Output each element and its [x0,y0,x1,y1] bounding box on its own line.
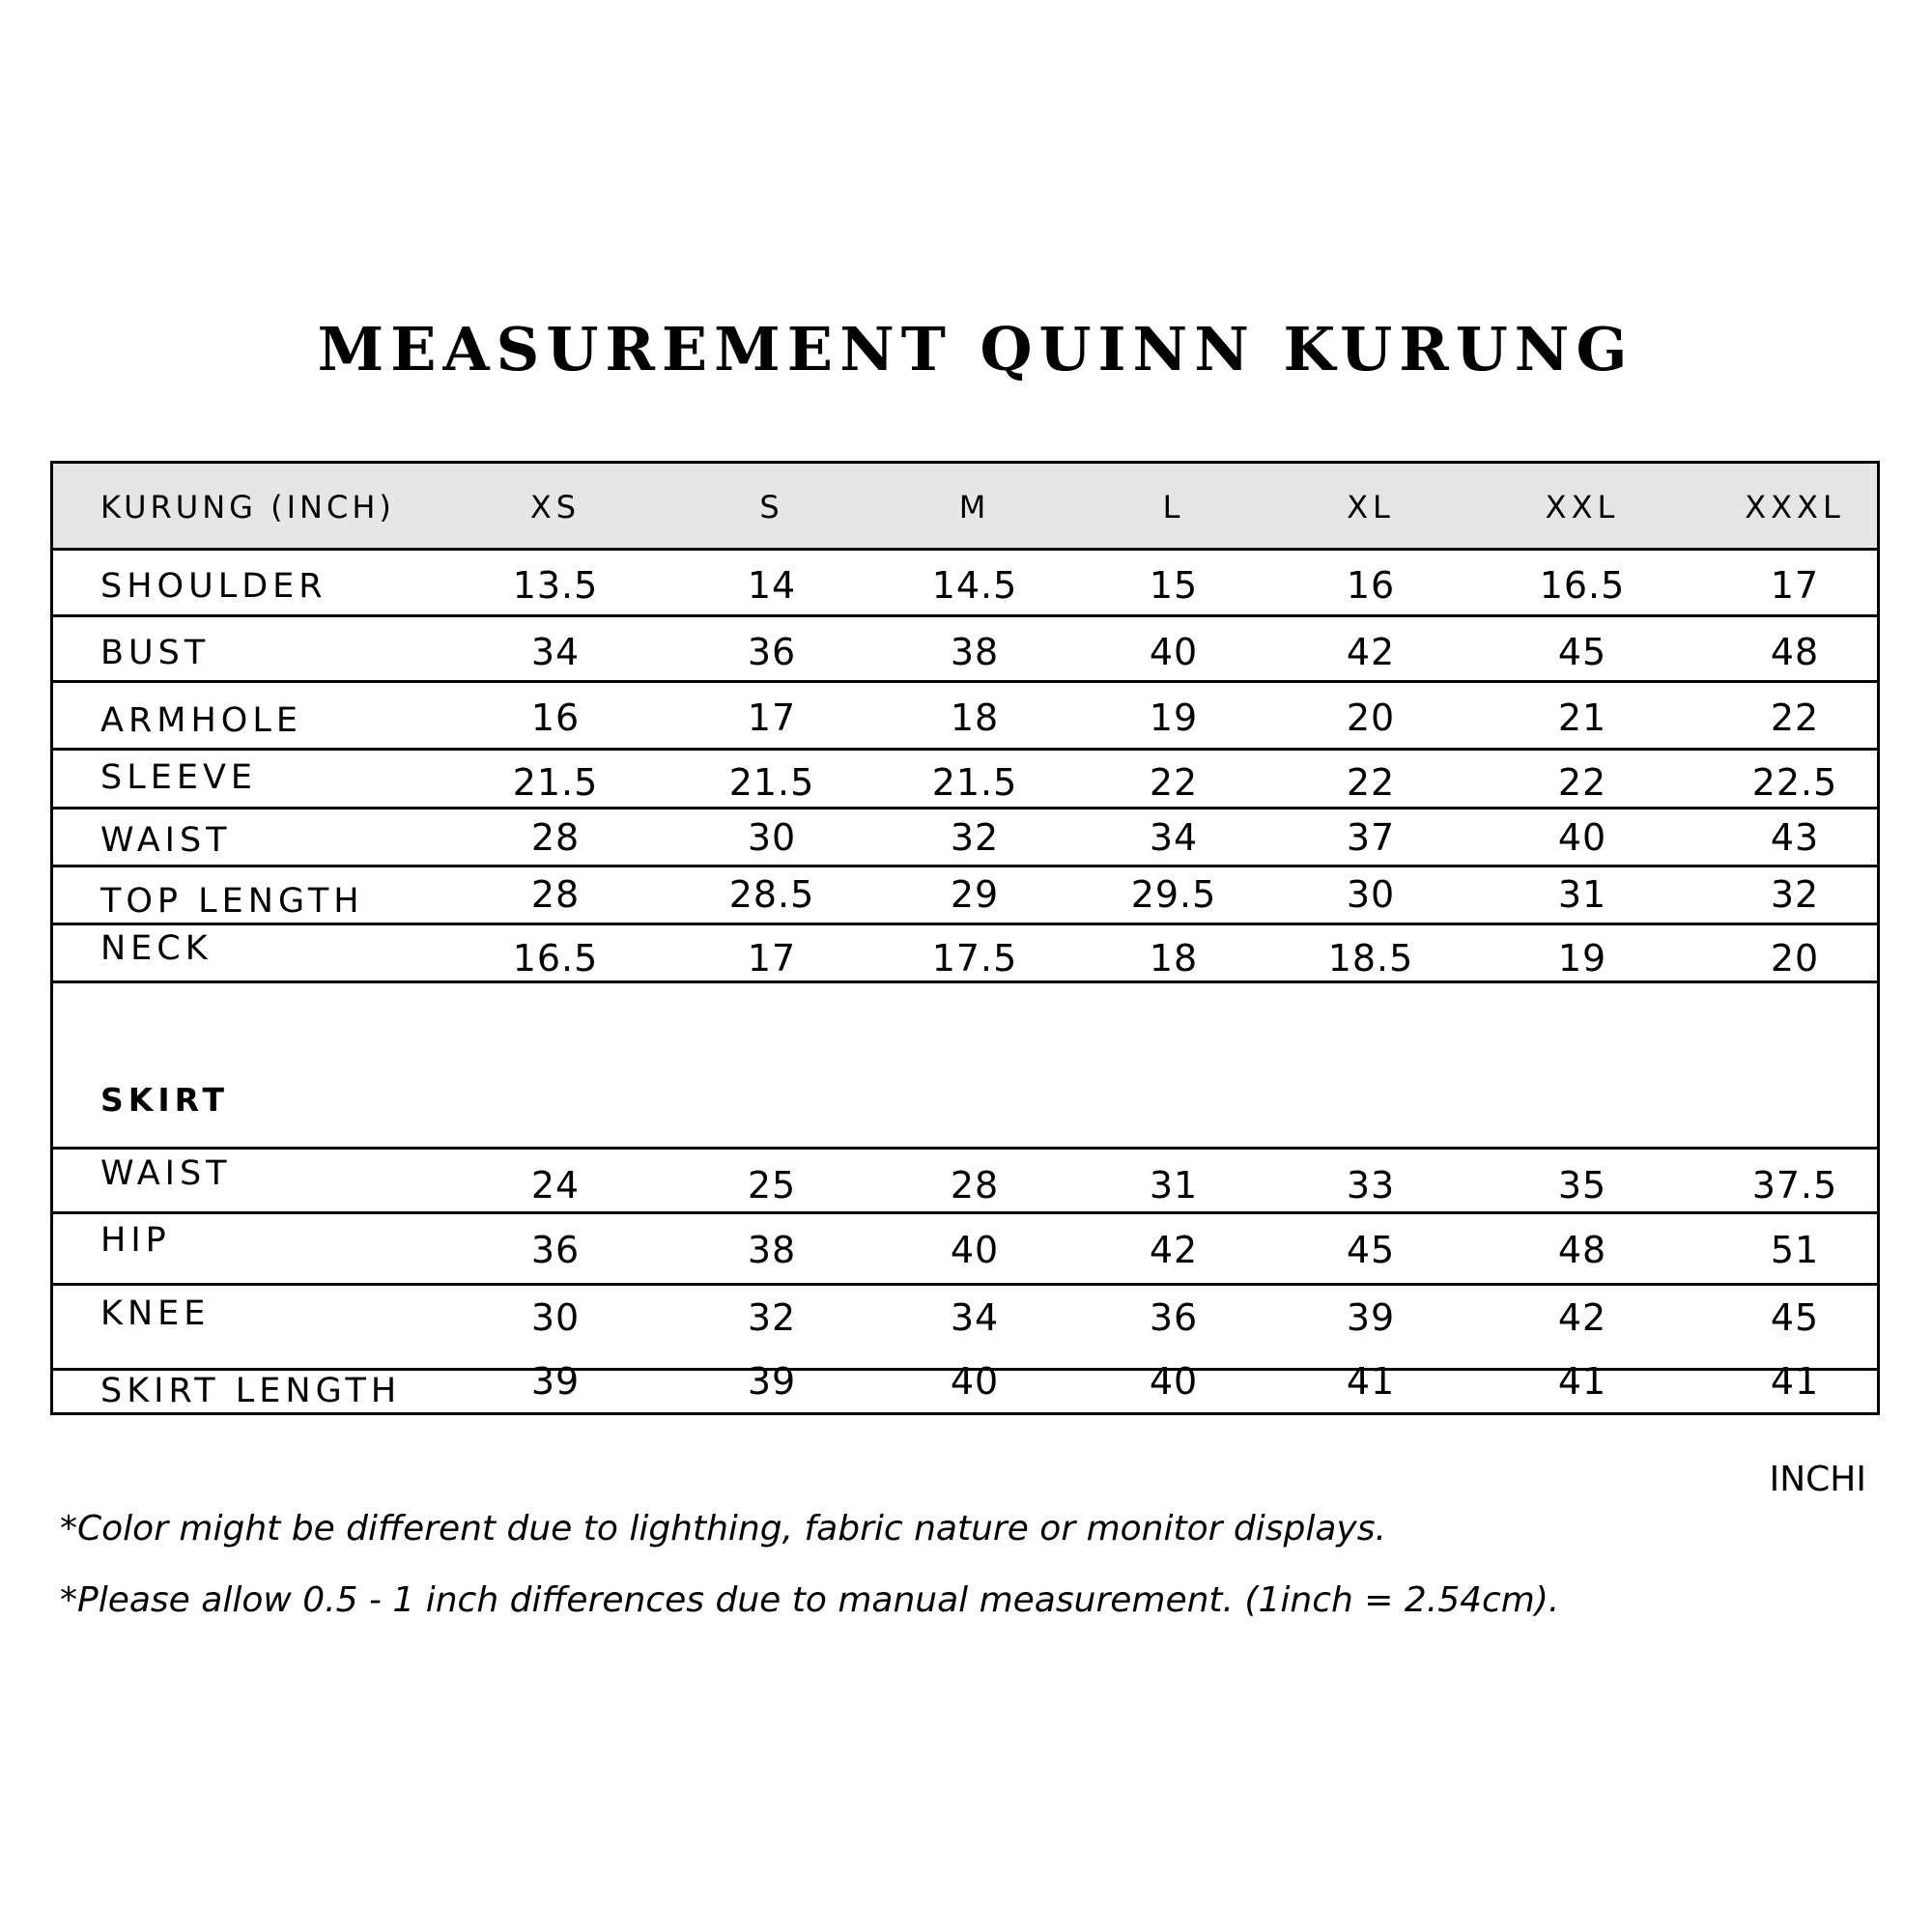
cell-xxxl: 22 [1770,696,1820,739]
measurement-disclaimer: *Please allow 0.5 - 1 inch differences due to manual measurement. (1inch = 2.54cm). [60,1580,1560,1620]
row-label: WAIST [100,1154,232,1193]
cell-l: 22 [1149,761,1199,804]
cell-xxxl: 51 [1770,1229,1820,1271]
cell-s: 17 [747,696,797,739]
cell-xxxl: 20 [1770,937,1820,980]
cell-xs: 30 [530,1296,581,1339]
section-heading: SKIRT [100,1081,230,1119]
table-row [53,1286,1877,1371]
row-label: ARMHOLE [100,701,302,740]
cell-s: 36 [747,631,797,673]
cell-xxl: 19 [1557,937,1607,980]
cell-xxxl: 32 [1770,873,1820,916]
cell-xl: 41 [1346,1360,1396,1403]
row-label: SHOULDER [100,567,327,606]
cell-l: 40 [1149,1360,1199,1403]
table-header-row [53,464,1877,551]
cell-xxl: 21 [1557,696,1607,739]
header-size-xxl: XXL [1545,489,1620,526]
cell-xxl: 31 [1557,873,1607,916]
cell-xxl: 41 [1557,1360,1607,1403]
cell-s: 28.5 [728,873,815,916]
cell-m: 17.5 [931,937,1018,980]
row-label: HIP [100,1221,171,1260]
cell-m: 29 [950,873,1000,916]
cell-xxxl: 43 [1770,816,1820,859]
cell-s: 30 [747,816,797,859]
cell-s: 38 [747,1229,797,1271]
row-label: TOP LENGTH [100,882,364,921]
cell-xxl: 48 [1557,1229,1607,1271]
header-size-xl: XL [1347,489,1395,526]
cell-xxl: 42 [1557,1296,1607,1339]
unit-label: INCHI [1769,1460,1866,1499]
cell-xxl: 40 [1557,816,1607,859]
cell-m: 40 [950,1360,1000,1403]
cell-m: 21.5 [931,761,1018,804]
cell-xs: 16.5 [512,937,599,980]
cell-s: 21.5 [728,761,815,804]
cell-xxl: 45 [1557,631,1607,673]
cell-xxl: 35 [1557,1164,1607,1207]
table-row [53,867,1877,925]
table-row [53,1360,1877,1415]
header-size-m: M [958,489,991,526]
cell-xl: 45 [1346,1229,1396,1271]
cell-xs: 24 [530,1164,581,1207]
cell-l: 29.5 [1130,873,1217,916]
cell-l: 34 [1149,816,1199,859]
cell-m: 14.5 [931,564,1018,607]
table-row [53,551,1877,617]
cell-xxl: 22 [1557,761,1607,804]
cell-m: 28 [950,1164,1000,1207]
cell-xs: 28 [530,816,581,859]
row-label: SKIRT LENGTH [100,1372,402,1410]
cell-xl: 18.5 [1327,937,1414,980]
cell-s: 17 [747,937,797,980]
cell-l: 19 [1149,696,1199,739]
header-size-xs: XS [529,489,582,526]
table-row [53,617,1877,683]
cell-xxxl: 45 [1770,1296,1820,1339]
table-row [53,683,1877,751]
cell-l: 36 [1149,1296,1199,1339]
cell-xxxl: 41 [1770,1360,1820,1403]
cell-xl: 22 [1346,761,1396,804]
row-label: WAIST [100,821,232,860]
cell-xl: 16 [1346,564,1396,607]
skirt-section-row [53,983,1877,1150]
cell-s: 14 [747,564,797,607]
cell-xl: 37 [1346,816,1396,859]
cell-xs: 28 [530,873,581,916]
cell-s: 25 [747,1164,797,1207]
cell-s: 32 [747,1296,797,1339]
page-title: MEASUREMENT QUINN KURUNG [317,314,1634,384]
cell-m: 32 [950,816,1000,859]
cell-xxxl: 17 [1770,564,1820,607]
table-row [53,1214,1877,1286]
cell-xs: 13.5 [512,564,599,607]
cell-m: 40 [950,1229,1000,1271]
table-row [53,925,1877,983]
row-label: SLEEVE [100,758,258,797]
cell-xl: 42 [1346,631,1396,673]
cell-xl: 33 [1346,1164,1396,1207]
cell-xl: 20 [1346,696,1396,739]
cell-xs: 36 [530,1229,581,1271]
table-row [53,810,1877,867]
cell-xl: 30 [1346,873,1396,916]
cell-l: 15 [1149,564,1199,607]
cell-m: 18 [950,696,1000,739]
cell-xs: 16 [530,696,581,739]
cell-xl: 39 [1346,1296,1396,1339]
row-label: BUST [100,634,211,672]
cell-xxxl: 22.5 [1751,761,1838,804]
cell-l: 42 [1149,1229,1199,1271]
row-label: KNEE [100,1294,211,1333]
cell-s: 39 [747,1360,797,1403]
table-row [53,751,1877,810]
size-chart-table [50,461,1880,1415]
cell-m: 38 [950,631,1000,673]
header-label: KURUNG (INCH) [100,489,395,526]
header-size-s: S [759,489,784,526]
cell-l: 40 [1149,631,1199,673]
header-size-xxxl: XXXL [1745,489,1845,526]
table-row [53,1150,1877,1214]
header-size-l: L [1162,489,1185,526]
cell-xs: 21.5 [512,761,599,804]
row-label: NECK [100,929,213,968]
cell-xxl: 16.5 [1539,564,1626,607]
cell-l: 18 [1149,937,1199,980]
cell-m: 34 [950,1296,1000,1339]
color-disclaimer: *Color might be different due to lighthing, fabric nature or monitor displays. [60,1509,1386,1548]
cell-l: 31 [1149,1164,1199,1207]
cell-xs: 39 [530,1360,581,1403]
cell-xs: 34 [530,631,581,673]
cell-xxxl: 48 [1770,631,1820,673]
cell-xxxl: 37.5 [1751,1164,1838,1207]
